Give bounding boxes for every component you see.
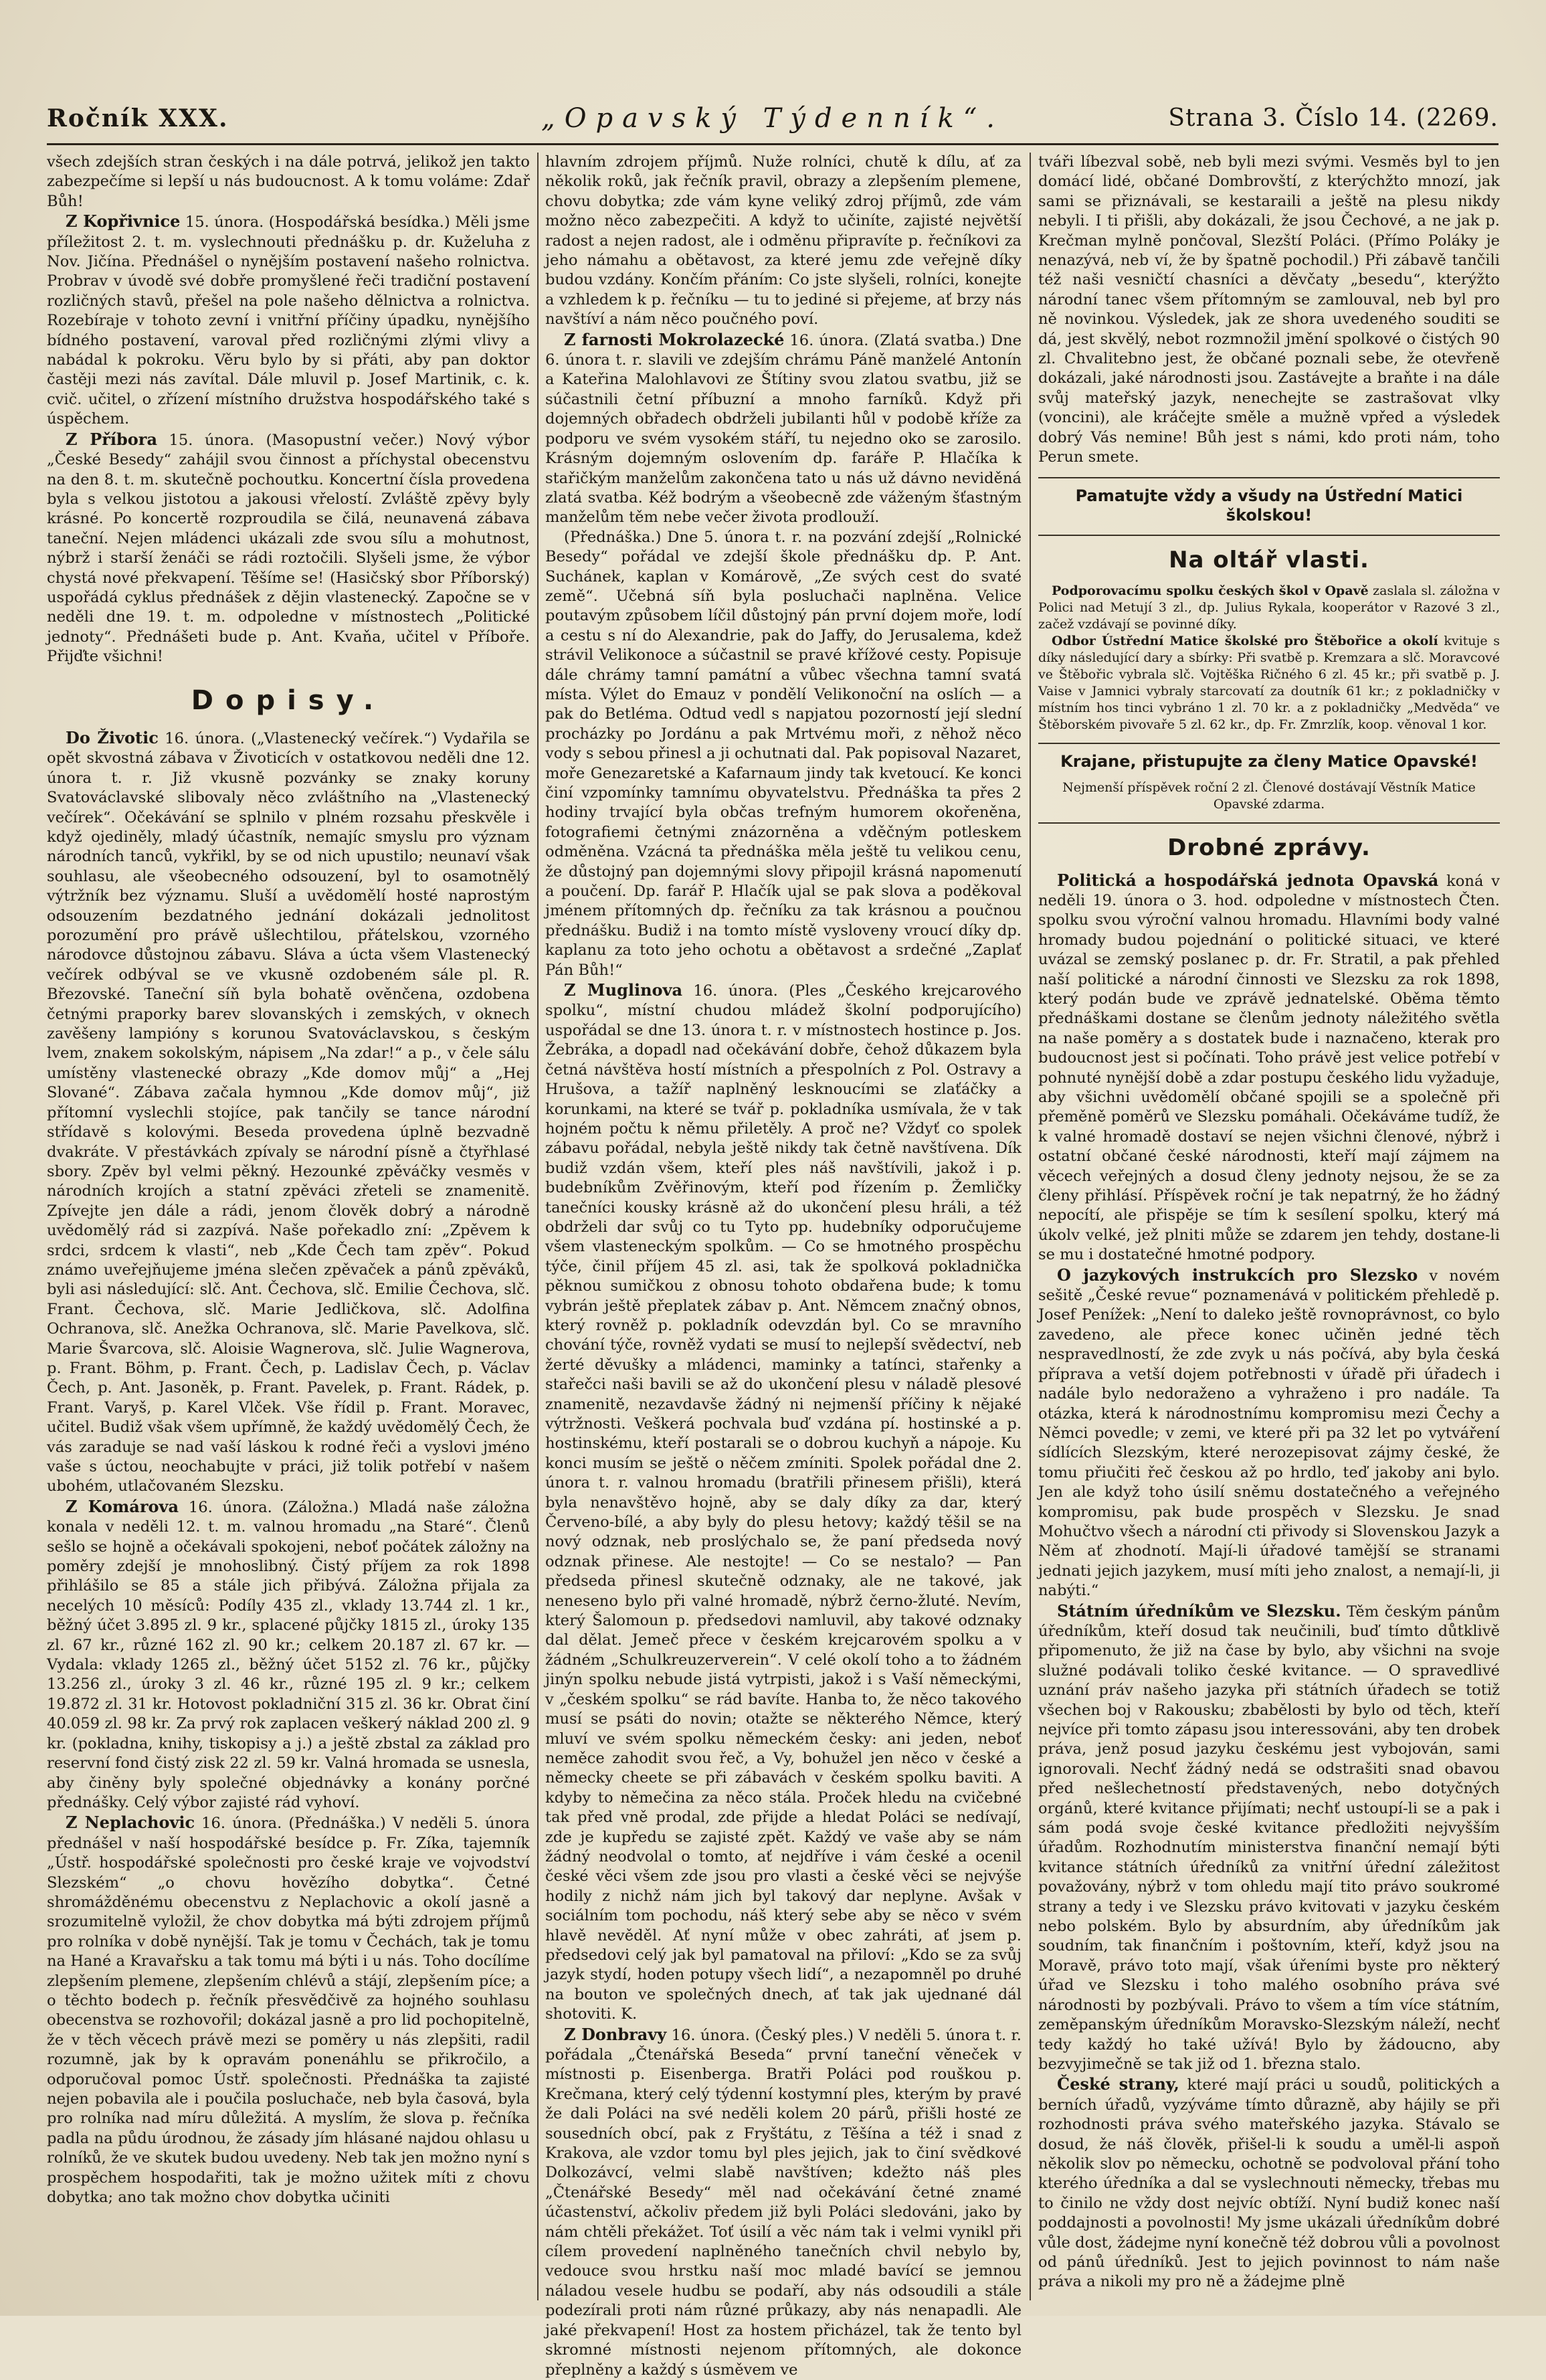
column-divider-1: [537, 153, 539, 2300]
banner-matice-opavska: Krajane, přistupujte za členy Matice Opavské!: [1060, 751, 1478, 771]
article-body: 16. února. (Přednáška.) V neděli 5. února přednášel v naší hospodářské besídce p. Fr. Zíka, tajemník „Ústř. hospodářské společnosti pro české kraje ve vojvodství Slezském“ „o chovu hovězího dobytka“. Četné shromážděnému obecenstvu z Neplachovic a okolí jasně a srozumitelně vyložil, že chov dobytka má býti zdrojem příjmů pro rolníka v době nynější. Tak je tomu v Čechách, tak je tomu na Hané a Kravařsku a tak tomu má býti i u nás. Toho docílíme zlepšením plemene, zlepšením chlévů a stájí, zlepšením píce; a o těchto bodech p. řečník přesvědčivě za hojného souhlasu obecenstva se rozhovořil; dokázal jasně a pro lid pochopitelně, že v těch věcech právě mezi se poměry u nás zlepšiti, radil rozumně, jak by k opravám ponenáhlu se přikročilo, a odporučoval pomoc Ústř. společnosti. Přednáška ta zajisté nejen pobavila ale i poučila posluchače, neb byla časová, byla pro rolníka nad míru důležitá. A myslím, že slova p. řečníka padla na půdu úrodnou, že zásady jím hlásané najdou ohlasu u rolníků, že ve skutek budou uvedeny. Neb tak jen možno nyní s prospěchem hospodařiti, tak je možno užitek míti z chovu dobytka; ano tak možno chov dobytka učiniti: [47, 1815, 530, 2207]
paper-title: „Opavský Týdenník“.: [541, 103, 1004, 134]
article-dombrava: [545, 2025, 1022, 2380]
news-ceske-strany: [1038, 2074, 1500, 2292]
dateline-place: Z Příbora: [66, 429, 157, 449]
news-jazykove-instrukce: [1038, 1265, 1500, 1601]
donations-block: [1038, 583, 1500, 733]
header-rule: [47, 143, 1499, 145]
article-continuation: všech zdejších stran českých i na dále potrvá, jelikož jen takto zabezpečíme si lepší u nás budoucnost. A k tomu voláme: Zdař Bůh!: [47, 153, 530, 210]
dateline-place: Z Neplachovic: [66, 1813, 195, 1833]
news-lead: O jazykových instrukcích pro Slezsko: [1057, 1265, 1418, 1285]
article-body: 15. února. (Hospodářská besídka.) Měli jsme příležitost 2. t. m. vyslechnouti přednášku p. dr. Kuželuha z Nov. Jičína. Přednášel o nynějším postavení našeho rolnictva. Probrav v úvodě své dobře promyšlené řeči tradiční postavení rozličných stavů, přešel na pole našeho dělnictva a rolnictva. Rozebíraje v tohoto zevní i vnitřní příčiny úpadku, nynějšího bídného postavení, varoval před rozličnými zlými vlivy a nabádal k pokroku. Věru bylo by si přáti, aby pan doktor častěji mezi nás zavítal. Dále mluvil p. Josef Martinik, c. k. cvič. učitel, o zřízení místního družstva hospodářského také s úspěchem.: [47, 213, 530, 428]
news-statni-urednici: [1038, 1601, 1500, 2075]
dateline-place: Z Kopřivnice: [66, 211, 181, 232]
dateline-place: Z farnosti Mokrolazecké: [564, 329, 785, 349]
running-head: [47, 99, 1499, 139]
article-body: 15. února. (Masopustní večer.) Nový výbor „České Besedy“ zahájil svou činnost a příchystal obecenstvu na den 8. t. m. skutečně pochoutku. Koncertní čísla provedena byla s velkou jistotou a jakousi vřelostí. Zvláště zpěvy byly krásné. Po koncertě rozproudila se čilá, neunavená zábava taneční. Nejen mládenci ukázali zde svou sílu a mohutnost, nýbrž i starší ženáči se rádi roztočili. Slyšeli jsme, že výbor chystá nové překvapení. Těšíme se! (Hasičský sbor Příborský) uspořádá cyklus přednášek z dějin vlastenecký. Započne se v neděli dne 19. t. m. odpoledne v místnostech „Politické jednoty“. Přednášeti bude p. Ant. Kvaňa, učitel v Příboře. Přijďte všichni!: [47, 431, 530, 666]
news-politicka-jednota: [1038, 871, 1500, 1265]
rule: [1038, 743, 1500, 744]
donation-entry: [1038, 583, 1500, 633]
section-heading-drobne-zpravy: Drobné zprávy.: [1167, 834, 1371, 862]
section-heading-na-oltar-vlasti: Na oltář vlasti.: [1169, 547, 1369, 574]
page-number: Strana 3. Číslo 14. (2269.: [1168, 104, 1499, 132]
article-body: 16. února. (Zlatá svatba.) Dne 6. února t. r. slavili ve zdejším chrámu Páně manželé Antonín a Kateřina Malohlavovi ze Štítiny svou zlatou svatbu, již se súčastnili četní příbuzní a mnoho farníků. Když při dojemných obřadech obdrželi jubilanti hůl v podobě kříže za podporu ve svém vysokém stáří, tu nejedno oko se zarosilo. Krásným dojemným oslovením dp. faráře P. Hlačíka k stařičkým manželům zakončena tato u nás už dávno neviděná zlatá svatba. Kéž bodrým a všeobecně zde váženým šťastným manželům těm nebe večer života prodlouží.: [545, 331, 1022, 527]
column-3: [1038, 153, 1500, 2307]
article-continuation: hlavním zdrojem příjmů. Nuže rolníci, chutě k dílu, ať za několik roků, jak řečník pravil, obrazy a zlepšením plemene, chovu dobytka; zde vám kyne veliký zdroj příjmů, zde vám možno něco zabezpečiti. A když to učiníte, zajisté největší radost a nejen radost, ale i odměnu připravíte p. řečníkovi za jeho námahu a obětavost, za které jemu zde veřejně díky budou vzdány. Končím přáním: Co jste slyšeli, rolníci, konejte a vzhledem k p. řečníku — tu to jediné si přejeme, ať brzy nás navštíví a nám něco poučného poví.: [545, 153, 1022, 329]
article-muglinov: [545, 980, 1022, 2025]
volume-label: Ročník XXX.: [47, 104, 229, 132]
news-lead: Státním úředníkům ve Slezsku.: [1057, 1600, 1341, 1621]
donation-text: kvituje s díky následující dary a sbírky: Při svatbě p. Kremzara a slč. Moravcové ve Štěbořic vybrala slč. Vojtěška Ričného 6 zl. 45 kr.; při svatbě p. J. Vaise v Jamnici vybraly starcovatí za doutník 61 kr.; z pokladničky v místním hos tinci vybráno 1 zl. 70 kr. a z pokladničky „Medvěda“ ve Štěborském pivovaře 5 zl. 62 kr., dp. Fr. Zmrzlík, koop. věnoval 1 kor.: [1038, 633, 1500, 732]
article-body: 16. února. (Záložna.) Mladá naše záložna konala v neděli 12. t. m. valnou hromadu „na Staré“. Členů sešlo se hojně a očekávali spokojeni, neboť počátek záložny na poměry zdejší je mnohoslibný. Čistý příjem za rok 1898 přihlášilo se 85 a stále jich přibývá. Záložna přijala za necelých 10 měsíců: Podíly 435 zl., vklady 13.744 zl. 1 kr., běžný účet 3.895 zl. 9 kr., splacené půjčky 1815 zl., úroky 135 zl. 67 kr., různé 162 zl. 90 kr.; celkem 20.187 zl. 67 kr. — Vydala: vklady 1265 zl., běžný účet 5152 zl. 76 kr., půjčky 13.256 zl., úroky 3 zl. 46 kr., různé 195 zl. 9 kr.; celkem 19.872 zl. 31 kr. Hotovost pokladniční 315 zl. 36 kr. Obrat činí 40.059 zl. 98 kr. Za prvý rok zaplacen veškerý náklad 200 zl. 9 kr. (pokladna, knihy, tiskopisy a j.) a ještě zbstal za základ pro reservní fond čistý zisk 22 zl. 59 kr. Valná hromada se usnesla, aby činěny byly společné objednávky a konány porčné přednášky. Celý výbor zajisté rád vyhoví.: [47, 1498, 530, 1811]
dateline-place: Do Životic: [66, 727, 159, 747]
donation-lead: Podporovacímu spolku českých škol v Opavě: [1052, 583, 1369, 598]
donation-lead: Odbor Ústřední Matice školské pro Štěbořice a okolí: [1052, 633, 1438, 648]
section-heading-dopisy: Dopisy.: [191, 684, 386, 716]
column-2: [545, 153, 1022, 2379]
column-1: [47, 153, 530, 2307]
article-komarov: [47, 1497, 530, 1813]
article-mokrolazce: [545, 330, 1022, 528]
dateline-place: Z Komárova: [66, 1496, 179, 1516]
rule: [1038, 822, 1500, 824]
news-body: v novém sešitě „České revue“ poznamenává v politickém přehledě p. Josef Penížek: „Není to daleko ještě rovnoprávnost, co bylo zavedeno, ale přece konec učiněn jedné těch nespravedlností, že zde zvyk u nás počívá, aby byla česká příprava a vetší dojem potřebnosti v úřadě při úřadech i nadále bylo nedoraženo a vyhraženo i pro nadále. Ta otázka, která k národnostnímu kompromisu mezi Čechy a Němci povedle; v zemi, ve které při pa 32 let po vytváření sídlících Slezským, které nerozepisovat zájmy české, že tomu přiučiti řeč českou až po hrdlo, teď jakoby ani bylo. Jen ale když toho úsilí sněmu dostatečného a veřejného kompromisu, pak bude prospěch v Slezsku. Je snad Mohučtvo všech a národní cti přivody si Slovenskou Jazyk a Něm ať zhodnotí. Mají-li úřadové tamější se stranami jednati jejich jazykem, musí míti jeho znalost, a nemají-li, ji nabýti.“: [1038, 1267, 1500, 1600]
dateline-place: Z Donbravy: [564, 2024, 667, 2044]
news-body: koná v neděli 19. února o 3. hod. odpoledne v místnostech Čten. spolku svou výroční valnou hromadu. Hlavními body valné hromady budou pojednání o politické situaci, ve které uvázal se zemský poslanec p. dr. Fr. Stratil, a pak přehled naší politické a národní činnosti ve Slezsku za rok 1898, který podán bude ve zprávě jednatelské. Oběma těmto přednáškami dostane se členům jednoty náležitého světla na naše poměry a s dostatek bude i naznačeno, kterak pro budoucnost jest si počínati. Toho právě jest velice potřebí v pohnuté nynější době a zdar postupu českého lidu vyžaduje, aby všichni uvědomělí občané spojili se a společně při přeměně poměrů ve Slezsku pomáhali. Očekáváme tudíž, že k valné hromadě dostaví se nejen všichni členové, nýbrž i ostatní občané české národnosti, kteří mají zájmem na věcech veřejných a dosud členy jednoty nejsou, že se za členy přihlásí. Příspěvek roční je tak nepatrný, že ho žádný nepocítí, ale přispěje se tím k sesílení spolku, který má úkolv velké, jež plniti může se zdarem jen tehdy, dostane-li se mu i dostatečné hmotné podpory.: [1038, 872, 1500, 1264]
article-pribor: [47, 430, 530, 667]
donation-text: zaslala sl. záložna v Polici nad Metují 3 zl., dp. Julius Rykala, kooperátor v Razové 3 zl., začež vzdávají se povinné díky.: [1038, 583, 1500, 632]
article-zivotice: [47, 728, 530, 1497]
rule: [1038, 477, 1500, 478]
news-lead: České strany,: [1057, 2074, 1179, 2094]
donation-entry: [1038, 633, 1500, 733]
news-body: Těm českým pánům úředníkům, kteří dosud tak neučinili, buď tímto důtklivě připomenuto, že již na čase by bylo, aby všichni na svoje služné podávali tolikо české kvitance. — O spravedlivé uznání práv našeho jazyka při státních úřadech se totiž všechen boj v Rakousku; zbabělosti by bylo od těch, kteří nejvíce při tomto zápasu jsou interessováni, aby ten drobek práva, jenž posud jazyku českému jest vybojován, sami ignorovali. Nechť žádný nedá se odstrašiti snad obavou před nešlechetností představených, nebo dotyčných orgánů, které kvitance přijímati; nechť ustoupí-li se a pak i sám podá svoje české kvitance předložiti nejvyšším úřadům. Rozhodnutím ministerstva finanční nemají býti kvitance státních úředníků za vnitřní úřední záležitost považovány, nýbrž v tom ohledu mají tito právo soukromé strany a tedy i ve Slezsku právo kvitovati v jazyku českém nebo polském. Bylo by absurdním, aby úředníkům jak soudním, tak finančním i poštovním, kteří, když jsou na Moravě, právo toto mají, však úřeními byste pro některý úřad ve Slezsku i toho malého osobního práva své národnosti by pozbývali. Právo to všem a tím více státním, zeměpanským úředníkům Moravsko-Slezským náleží, nechť tedy každý ho také užívá! Bylo by žádoucno, aby bezvyjimečně se tak již od 1. března stalo.: [1038, 1603, 1500, 2073]
article-body: 16. února. (Český ples.) V neděli 5. února t. r. pořádala „Čtenářská Beseda“ první taneční věneček v místnosti p. Eisenberga. Bratři Poláci pod rouškou p. Krečmana, který celý týdenní kostymní ples, kterým by pravé že dali Poláci na své neděli kolem 20 párů, přišli hosté ze sousedních obcí, pak z Fryštátu, z Těšína a též i snad z Krakova, ale vzdor tomu byl ples jejich, jak to činí svědkové Dolkozávcí, velmi slabě navštíven; kdežto náš ples „Čtenářské Besedy“ měl nad očekávání četné znamé účastenství, ačkoliv předem již byli Poláci sledováni, jako by nám chtěli překážet. Toť úsilí a věc nám tak i velmi vynikl při cílem provedení naplněného tanečních chvil nebylo by, vedouce svou hrstku naší moc mladé bavící se jemnou náladou vesele hudbu se podaří, aby nás odsoudili a stále podezírali proti nám různé průkazy, aby nás nenapadli. Ale jaké překvapení! Host za hostem přicházel, tak že tento byl skromné místnosti nejenom přítomných, ale dokonce přeplněny a každý s úsměvem ve: [545, 2026, 1022, 2379]
news-lead: Politická a hospodářská jednota Opavská: [1057, 870, 1439, 890]
column-divider-2: [1030, 153, 1031, 2300]
article-body: 16. února. („Vlastenecký večírek.“) Vydařila se opět skvostná zábava v Životicích v ostatkovou neděli dne 12. února t. r. Již vkusně pozvánky se znaky koruny Svatováclavské slibovaly něco zvláštního na „Vlastenecký večírek“. Očekávání se splnilo v plném rozsahu přeskvěle i když ojediněly, mladý účastník, nemajíc smyslu pro význam národních tanců, vykřikl, by se od nich upustilo; neunaví však souhlasu, ale všeobecného odsouzení, byl to osamotnělý výtržník bez významu. Sluší a uvědomělí hosté naprostým odsouzením bezdatného jednání dokázali jednolitost porozumění pro právě ušlechtilou, přátelskou, vzorného národovce důstojnou zábavu. Sláva a úcta všem Vlastenecký večírek odbýval se ve vkusně ozdobeném sále pl. R. Březovské. Taneční síň byla bohatě ověnčena, ozdobena četnými praporky barev slovanských i zemských, v oknech zavěšeny lampióny s korunou Svatováclavskou, s českým lvem, znakem sokolským, nápisem „Na zdar!“ a p., v čele sálu umístěny vlastenecké obrazy „Kde domov můj“ a „Hej Slované“. Zábava začala hymnou „Kde domov můj“, již přítomní vyslechli stojíce, pak tančily se tance národní střídavě s kolovými. Beseda provedena úplně bezvadně dvakráte. V přestávkách zpívaly se národní písně a čtyřhlasé sbory. Zpěv byl velmi pěkný. Hezounké zpěváčky vesměs v národních krojích a statní zpěváci zřeteli se znamenitě. Zpívejte jen dále a rádi, jenom člověk dobrý a národně uvědomělý rád si zazpívá. Naše pořekadlo zní: „Zpěvem k srdci, srdcem k vlasti“, neb „Kde Čech tam zpěv“. Pokud známo uveřejňujeme jména slečen zpěvaček a pánů zpěváků, byli asi následující: slč. Ant. Čechova, slč. Emilie Čechova, slč. Frant. Čechova, slč. Marie Jedličkova, slč. Adolfina Ochranova, slč. Anežka Ochranova, slč. Marie Pavelkova, slč. Marie Švarcova, slč. Aloisie Wagnerova, slč. Julie Wagnerova, p. Frant. Böhm, p. Frant. Čech, p. Ladislav Čech, p. Václav Čech, p. Ant. Jasoněk, p. Frant. Pavelek, p. Frant. Rádek, p. Frant. Varyš, p. Karel Vlček. Vše řídil p. Frant. Moravec, učitel. Budiž však všem upřímně, že každý uvědomělý Čech, že vás zaraduje se nad vaší láskou k rodné řeči a vyslovi jméno vaše s úctou, neochabujte v práci, již tolik potřebí v našem ubohém, utlačovaném Slezsku.: [47, 729, 530, 1495]
article-continuation: tváři líbezval sobě, neb byli mezi svými. Vesměs byl to jen domácí lidé, občané Dombrovští, z kterýchžto mnozí, jak sami se přiznávali, se kestaraili a ještě na plesu nikdy nebyli. I ti přišli, aby dokázali, že jsou Čechové, a ne jak p. Krečman mylně pončoval, Slezští Poláci. (Přímo Poláky je nenazývá, neb ví, že by špatně pochodil.) Při zábavě tančili též naši vesničtí chasníci a děvčaty „besedu“, kterýžto národní tanec všem přítomným se zamlouval, neb byl pro ně novinkou. Výsledek, jak ze shora uvedeného souditi se dá, jest skvělý, nebot rozmnožil jmění spolkové o čistých 90 zl. Chvalitebno jest, že občané poznali sebe, že otevřeně dokázali, jaké národnosti jsou. Zastávejte a braňte i na dále svůj mateřský jazyk, nenechejte se zastrašovat vlky (voncini), ale kráčejte směle a mužně vpřed a výsledek dobrý Vás nemine! Bůh jest s námi, kdo proti nám, toho Perun smete.: [1038, 153, 1500, 466]
article-neplachovice: [47, 1813, 530, 2207]
dateline-place: Z Muglinova: [564, 980, 683, 1000]
banner-matice-skolska: Pamatujte vždy a všudy na Ústřední Matici školskou!: [1075, 486, 1463, 525]
article-koprivnice: [47, 211, 530, 429]
article-body: 16. února. (Ples „Českého krejcarového spolku“, místní chudou mládež školní podporujícího) uspořádal se dne 13. února t. r. v místnostech hostince p. Jos. Žebráka, a dopadl nad očekávání dobře, čehož důkazem byla četná návštěva hostí místních a přespolních z Pol. Ostravy a Hrušova, a tažíř naplněný lesknoucími se zlaťáčky a korunkami, na které se tvář p. pokladníka usmívala, že v tak hojném počtu k němu přiletěly. A proč ne? Vždyť co spolek zábavu pořádal, nebyla ještě nikdy tak četně navštívena. Dík budiž vzdán všem, kteří ples náš navštívili, jakož i p. budebníkům Zvěřinovým, kteří pod řízením p. Žemličky tanečníci kousky krásně až do ukončení plesu hráli, a též obdrželi dar svůj co tu Tyto pp. hudebníky odporučujeme všem vlasteneckým spolkům. — Co se hmotného prospěchu týče, činil příjem 45 zl. asi, tak že spolková pokladnička pěknou sumičkou z obnosu tohoto obdařena bude; k tomu vybrán ještě přeplatek zábav p. Ant. Němcem značný obnos, který rovněž p. pokladník odevzdán byl. Co se mravního chování týče, rovněž vydati se musí to nejlepší svědectví, neb žerté děvušky a mládenci, maminky a tatínci, stařenky a stařečci naši bavili se až do ukončení plesu v náladě plesové znamenitě, nezavdavše žádný ni nejmenší příčiny k nějaké výtržnosti. Veškerá pochvala buď vzdána pí. hostinské a p. hostinskému, kteří postarali se o dobrou kuchyň a nápoje. Ku konci musím se ještě o něčem zmíniti. Spolek pořádal dne 2. února t. r. valnou hromadu (bratřili přinesem přišli), která byla nenavštěvo hojně, aby se daly díky za dar, který Červeno-bílé, a aby byly do plesu hetovy; každý těšil se na nový odznak, neb proslýchalo se, že paní předseda nový odznak přinese. Ale nestojte! — Co se nestalo? — Pan předseda přinesl skutečně odznaky, ale ne takové, jak neneseno bylo při valné hromadě, nýbrž černo-žluté. Nevím, který Šalomoun p. předsedovi namluvil, aby takové odznaky dal dělat. Jemeč přece v českém krejcarovém spolku a v žádném „Schulkreuzerverein“. V celé okolí toho a to žádném jinýn spolku nebude jistá vytrpisti, jakož i s Vaší německými, v „českém spolku“ se rád bavíte. Hanba to, že něco takového musí se psáti do novin; otažte se některého Němce, který mluví ve svém spolku německém česky: ani jeden, neboť neměce zahodit svou řeč, a Vy, bohužel jen něco v české a německy cheete se při zábavách v českém spolku baviti. A kdyby to němečina za něco stála. Proček hledu na cvičebné tak před vně prodal, zde přijde a hledat Poláci se nedívají, zde je kupředu se zajisté zpět. Každý ve vaše aby se nám žádný neodvolal o tomto, ať nejdříve i vám české a ocenil české věci všem zde jsou pro vlasti a české věci se nejvýše hodily z nichž nám jich byl takový dar neplyne. Avšak v sociálním tom pochodu, náš který sebe aby se něco v svém hlavě nevěděl. Ať nyní může v obec zahráti, ať jsem p. předsedovi celý jak byl pamatoval na přiloví: „Kdo se za svůj jazyk stydí, hoden potupy všech lidí“, a nezapomněl po druhé na bouton ve společných dnech, ať tak jak ujednané dál shotoviti. K.: [545, 982, 1022, 2023]
banner-subtext: Nejmenší příspěvek roční 2 zl. Členové dostávají Věstník Matice Opavské zdarma.: [1062, 780, 1476, 812]
article-prednaska: (Přednáška.) Dne 5. února t. r. na pozvání zdejší „Rolnické Besedy“ pořádal ve zdejší škole přednášku dp. P. Ant. Suchánek, kaplan v Komárově, „Ze svých cest do svaté země“. Učebná síň byla posluchači naplněna. Velice poutavým způsobem líčil důstojný pán první dojem moře, lodí a cestu s ní do Alexandrie, pak do Jaffy, do Jerusalema, kdež strávil Velikonoce a súčastnil se pravé křížové cesty. Popisuje dále chrámy tamní památní a vůbec všechna tamní svatá místa. Výlet do Emauz v pondělí Velikonoční na oslích — a pak do Betléma. Odtud vedl s napjatou pozorností její slední procházky po Jordánu a pak Mrtvému moři, z něhož něco vody s sebou přinesl a ji ochutnati dal. Pak popisoval Nazaret, moře Genezaretské a Kafarnaum jindy tak kvetoucí. Ke konci činí vzpomínky tamnímu obyvatelstvu. Přednáška ta přes 2 hodiny trvající byla občas trefným humorem okořeněna, fotografiemi četnými znázorněna a vděčným potleskem odměněna. Vzácná ta přednáška měla ještě tu velikou cenu, že důstojný pan dojemnými slovy připojil krásná napomenutí a poučení. Dp. farář P. Hlačík ujal se pak slova a poděkoval jménem přítomných dp. řečníku za tak krásnou a poučnou přednášku. Budiž i na tomto místě vysloveny vroucí díky dp. kaplanu za toto jeho ochotu a obětavost a srdečné „Zaplať Pán Bůh!“: [545, 528, 1022, 979]
news-body: které mají práci u soudů, politických a berních úřadů, vyzýváme tímto důrazně, aby hájily se při rozhodnosti práva svého mateřského jazyka. Stávalo se dosud, že náš člověk, přišel-li k soudu a uměl-li aspoň několik slov po německu, ochotně se podvoloval přání toho kterého úředníka a dal se vyslechnouti německy, třebas mu to činilo ne vždy dost nejvíc obtíží. Nyní budiž konec naší poddajnosti a povolnosti! My jsme ukázali úředníkům dobré vůle dost, žádejme nyní konečně též dobrou vůli a povolnost od pánů úředníků. Jest to jejich povinnost to nám naše práva a nikoli my pro ně a žádejme plně: [1038, 2076, 1500, 2291]
rule: [1038, 535, 1500, 536]
